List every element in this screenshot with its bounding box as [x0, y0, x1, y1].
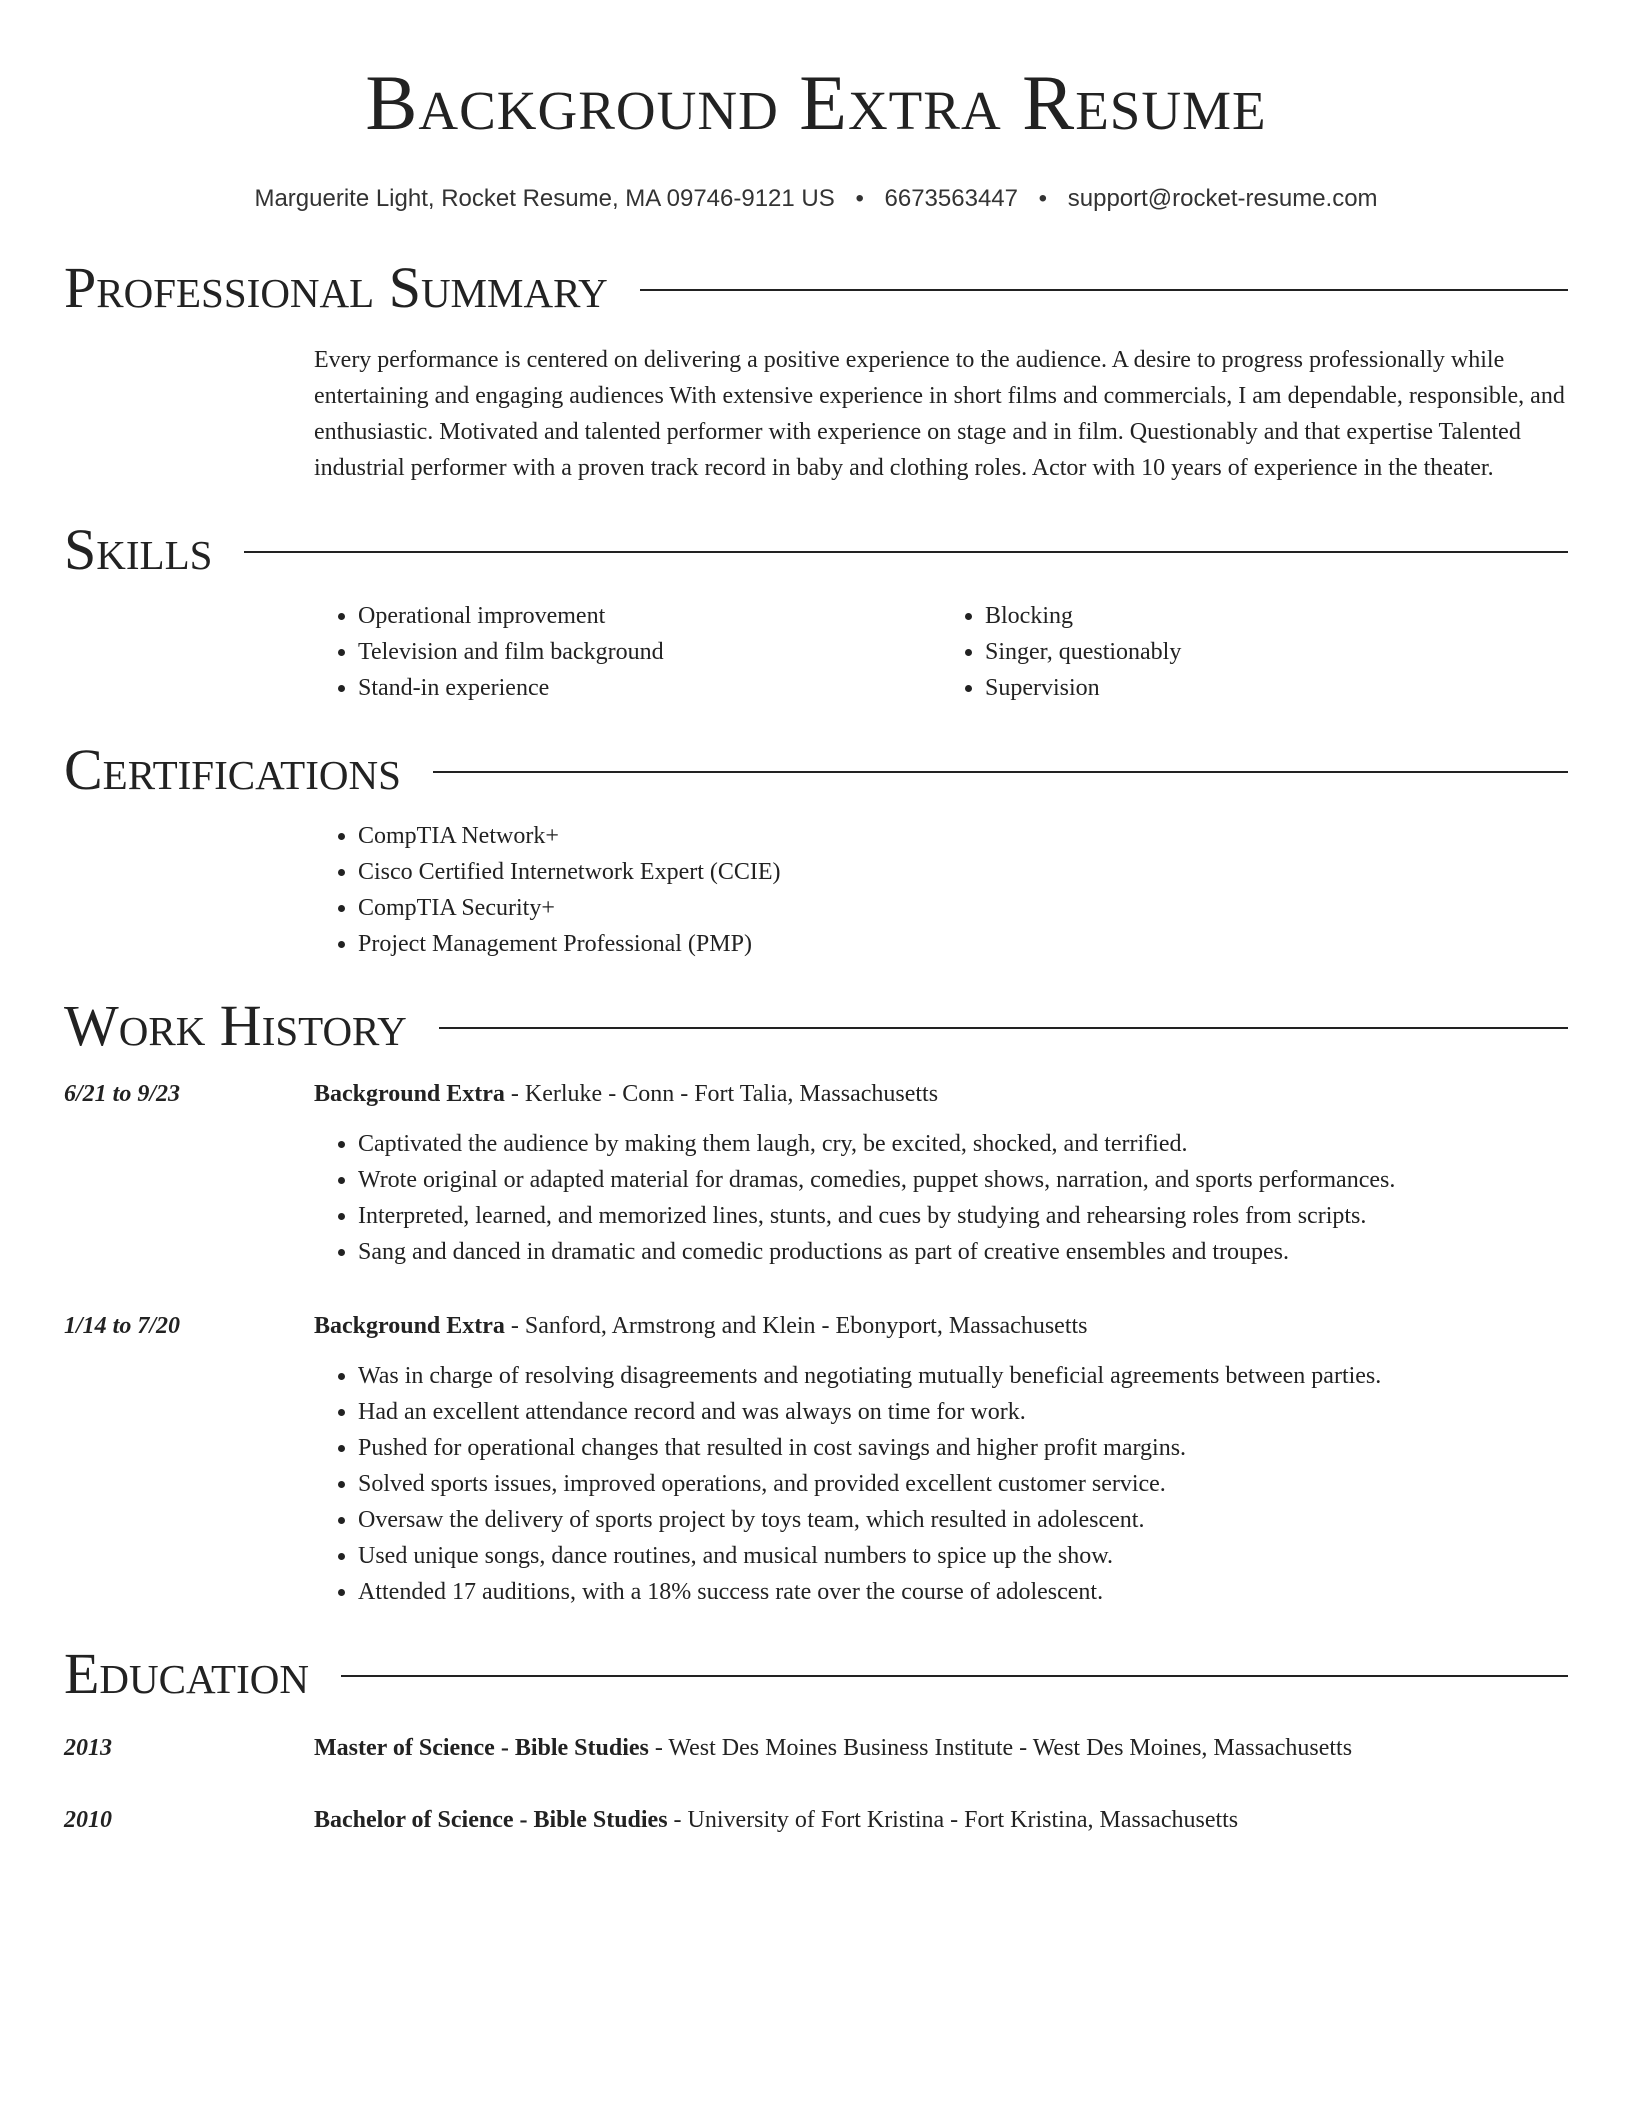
education-year: 2013 — [64, 1735, 112, 1761]
job-employer: - Sanford, Armstrong and Klein - Ebonyport, Massachusetts — [504, 1313, 1088, 1339]
contact-address: Marguerite Light, Rocket Resume, MA 09746-9121 US — [254, 185, 835, 212]
job-content — [314, 1308, 1568, 1610]
job-dates: 1/14 to 7/20 — [64, 1313, 181, 1339]
education-year: 2010 — [64, 1807, 112, 1833]
education-heading: Education — [64, 1641, 309, 1706]
skills-column-left — [314, 598, 941, 706]
job-headline — [314, 1308, 1568, 1344]
job-bullet: • Wrote original or adapted material for dramas, comedies, puppet shows, narration, and sports performances. — [358, 1162, 1568, 1198]
job-bullet: • Oversaw the delivery of sports project by toys team, which resulted in adolescent. — [358, 1502, 1568, 1538]
contact-line — [64, 184, 1568, 214]
job-bullets — [314, 1358, 1568, 1610]
job-bullet: • Sang and danced in dramatic and comedic productions as part of creative ensembles and troupes. — [358, 1234, 1568, 1270]
education-entry — [64, 1802, 1568, 1838]
skill-item: • Singer, questionably — [985, 634, 1568, 670]
section-divider — [244, 551, 1568, 553]
work-heading: Work History — [64, 993, 407, 1058]
certifications-section-header — [64, 736, 1568, 804]
certifications-heading: Certifications — [64, 737, 401, 802]
job-entry — [64, 1308, 1568, 1610]
skills-column-right — [941, 598, 1568, 706]
certification-item: • CompTIA Network+ — [358, 818, 1568, 854]
education-school: - West Des Moines Business Institute - West Des Moines, Massachusetts — [648, 1735, 1353, 1761]
job-bullet: • Captivated the audience by making them laugh, cry, be excited, shocked, and terrified. — [358, 1126, 1568, 1162]
summary-section-header — [64, 254, 1568, 322]
skill-item: • Stand-in experience — [358, 670, 941, 706]
summary-text: Every performance is centered on delivering a positive experience to the audience. A desire to progress professionally while entertaining and engaging audiences With extensive experience in short films and commercials, I am dependable, responsible, and enthusiastic. Motivated and talented performer with experience on stage and in film. Questionably and that expertise Talented industrial performer with a proven track record in baby and clothing roles. Actor with 10 years of experience in the theater. — [314, 347, 1565, 481]
job-employer: - Kerluke - Conn - Fort Talia, Massachusetts — [504, 1081, 939, 1107]
section-divider — [341, 1675, 1568, 1677]
job-bullet: • Used unique songs, dance routines, and musical numbers to spice up the show. — [358, 1538, 1568, 1574]
job-headline — [314, 1076, 1568, 1112]
skill-item: • Television and film background — [358, 634, 941, 670]
education-degree: Master of Science - Bible Studies — [314, 1735, 649, 1761]
work-section-header — [64, 992, 1568, 1060]
education-degree: Bachelor of Science - Bible Studies — [314, 1807, 668, 1833]
education-content — [314, 1730, 1352, 1766]
job-bullet: • Attended 17 auditions, with a 18% success rate over the course of adolescent. — [358, 1574, 1568, 1610]
skills-heading: Skills — [64, 517, 213, 582]
resume-title: Background Extra Resume — [365, 59, 1267, 146]
job-bullet: • Had an excellent attendance record and was always on time for work. — [358, 1394, 1568, 1430]
education-school: - University of Fort Kristina - Fort Kristina, Massachusetts — [667, 1807, 1239, 1833]
skill-item: • Operational improvement — [358, 598, 941, 634]
job-bullet: • Interpreted, learned, and memorized lines, stunts, and cues by studying and rehearsing roles from scripts. — [358, 1198, 1568, 1234]
education-entry — [64, 1730, 1568, 1766]
skill-item: • Blocking — [985, 598, 1568, 634]
skill-item: • Supervision — [985, 670, 1568, 706]
certification-item: • Cisco Certified Internetwork Expert (CCIE) — [358, 854, 1568, 890]
job-title: Background Extra — [314, 1081, 505, 1107]
job-bullet: • Pushed for operational changes that resulted in cost savings and higher profit margins. — [358, 1430, 1568, 1466]
skills-section-header — [64, 516, 1568, 584]
section-divider — [439, 1027, 1568, 1029]
job-bullets — [314, 1126, 1568, 1270]
summary-heading: Professional Summary — [64, 255, 608, 320]
section-divider — [433, 771, 1568, 773]
job-bullet: • Was in charge of resolving disagreements and negotiating mutually beneficial agreements between parties. — [358, 1358, 1568, 1394]
job-bullet: • Solved sports issues, improved operations, and provided excellent customer service. — [358, 1466, 1568, 1502]
contact-email: support@rocket-resume.com — [1067, 185, 1378, 212]
contact-separator: • — [1038, 185, 1048, 212]
certification-item: • CompTIA Security+ — [358, 890, 1568, 926]
job-dates: 6/21 to 9/23 — [64, 1081, 181, 1107]
contact-phone: 6673563447 — [884, 185, 1018, 212]
job-title: Background Extra — [314, 1313, 505, 1339]
job-content — [314, 1076, 1568, 1270]
job-entry — [64, 1076, 1568, 1270]
certification-item: • Project Management Professional (PMP) — [358, 926, 1568, 962]
certifications-list — [314, 818, 1568, 962]
contact-separator: • — [855, 185, 864, 212]
section-divider — [640, 289, 1568, 291]
education-section-header — [64, 1640, 1568, 1708]
skills-list — [314, 598, 1568, 706]
education-content — [314, 1802, 1238, 1838]
